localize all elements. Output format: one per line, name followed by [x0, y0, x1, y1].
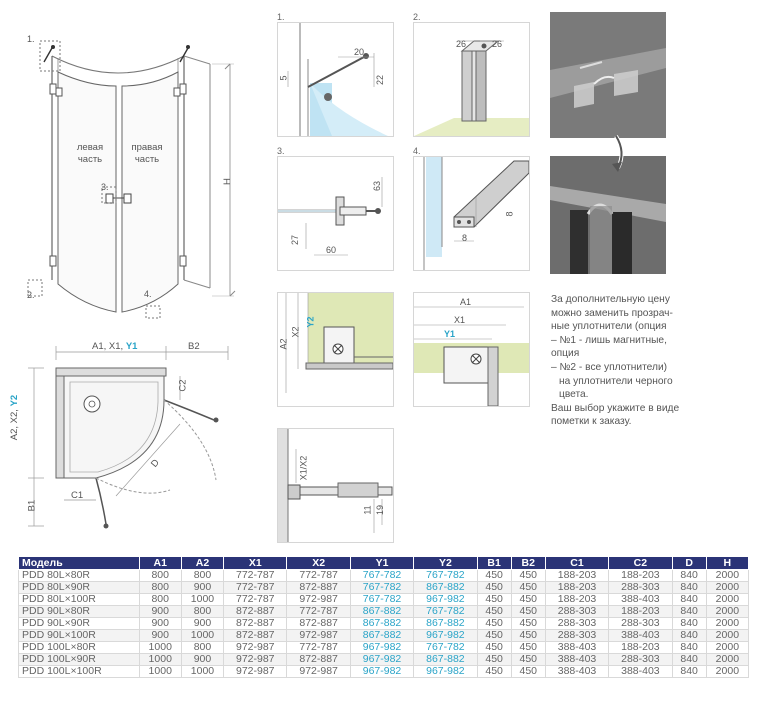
table-cell: PDD 90L×80R [19, 606, 140, 618]
column-header: X2 [287, 557, 350, 570]
table-cell: 388-403 [545, 642, 608, 654]
table-cell: 972-987 [287, 666, 350, 678]
table-cell: 967-982 [350, 642, 413, 654]
table-row [19, 642, 749, 654]
table-cell: 1000 [139, 654, 181, 666]
detail-7-dim-11: 11 [362, 505, 373, 515]
detail-panel-2 [413, 22, 530, 137]
table-cell: 450 [511, 666, 545, 678]
table-cell: 1000 [139, 642, 181, 654]
table-cell: 188-203 [545, 594, 608, 606]
detail-panel-7 [277, 428, 394, 543]
detail-5-dim-x2: X2 [290, 326, 301, 338]
detail-1-dim-20: 20 [354, 47, 365, 57]
detail-2-dim-26a: 26 [456, 39, 467, 49]
detail-2-number: 2. [413, 12, 421, 22]
table-cell: 767-782 [414, 606, 477, 618]
cabin-front-view [20, 30, 252, 322]
table-header-row [19, 557, 749, 570]
column-header: Y2 [414, 557, 477, 570]
table-cell: 2000 [706, 642, 748, 654]
table-cell: 288-303 [609, 618, 672, 630]
table-cell: 450 [477, 606, 511, 618]
column-header: B1 [477, 557, 511, 570]
table-cell: 840 [672, 582, 706, 594]
arrow-down-curved-icon [606, 134, 630, 174]
left-part-label-line2: часть [77, 154, 103, 165]
table-cell: 2000 [706, 582, 748, 594]
column-header: A1 [139, 557, 181, 570]
table-cell: 972-987 [287, 594, 350, 606]
plan-top-dim-y: Y1 [125, 341, 138, 352]
table-cell: 1000 [181, 594, 223, 606]
table-cell: 450 [477, 582, 511, 594]
detail-4-dim-8a: 8 [504, 211, 515, 217]
table-cell: 867-882 [414, 654, 477, 666]
table-cell: 772-787 [287, 642, 350, 654]
plan-left-dim-label [9, 395, 20, 440]
table-cell: 900 [139, 606, 181, 618]
table-cell: 800 [181, 606, 223, 618]
table-cell: 972-987 [224, 666, 287, 678]
plan-top-dim-label [92, 341, 137, 352]
table-row [19, 594, 749, 606]
table-row [19, 654, 749, 666]
table-cell: 872-887 [287, 618, 350, 630]
detail-3-number: 3. [277, 146, 285, 156]
table-cell: 388-403 [609, 630, 672, 642]
plan-b1-label: B1 [26, 499, 38, 512]
table-cell: 288-303 [609, 654, 672, 666]
column-header: H [706, 557, 748, 570]
table-cell: 450 [511, 606, 545, 618]
table-cell: 288-303 [545, 606, 608, 618]
table-cell: PDD 80L×80R [19, 570, 140, 582]
table-cell: 967-982 [414, 630, 477, 642]
table-cell: 2000 [706, 666, 748, 678]
table-cell: 872-887 [224, 606, 287, 618]
cabin-callout-2: 2. [27, 290, 35, 300]
column-header: Y1 [350, 557, 413, 570]
right-part-label [125, 142, 169, 166]
left-part-label [72, 142, 108, 166]
detail-3-dim-60: 60 [326, 245, 337, 255]
table-cell: 967-982 [350, 654, 413, 666]
table-row [19, 630, 749, 642]
table-cell: 2000 [706, 570, 748, 582]
table-cell: 800 [139, 594, 181, 606]
detail-panel-5 [277, 292, 394, 407]
table-cell: 840 [672, 606, 706, 618]
table-cell: 188-203 [609, 570, 672, 582]
column-header: B2 [511, 557, 545, 570]
note-line: За дополнительную цену [551, 294, 670, 305]
table-row [19, 618, 749, 630]
note-line: опция [551, 348, 580, 360]
cabin-callout-1: 1. [27, 34, 35, 44]
table-cell: 840 [672, 630, 706, 642]
table-cell: 388-403 [545, 654, 608, 666]
table-cell: PDD 100L×100R [19, 666, 140, 678]
table-cell: 872-887 [287, 582, 350, 594]
detail-1-number: 1. [277, 12, 285, 22]
table-cell: 450 [511, 642, 545, 654]
table-cell: 872-887 [224, 618, 287, 630]
note-line: цвета. [559, 389, 589, 401]
table-cell: 972-987 [224, 642, 287, 654]
table-cell: 840 [672, 618, 706, 630]
table-cell: 450 [511, 618, 545, 630]
table-cell: 450 [477, 642, 511, 654]
table-cell: 867-882 [414, 582, 477, 594]
detail-panel-4 [413, 156, 530, 271]
table-row [19, 606, 749, 618]
table-cell: 867-882 [350, 606, 413, 618]
table-cell: 450 [477, 654, 511, 666]
seal-option-note [551, 293, 751, 429]
detail-4-number: 4. [413, 146, 421, 156]
table-cell: PDD 90L×100R [19, 630, 140, 642]
table-cell: 900 [139, 630, 181, 642]
table-cell: 450 [511, 654, 545, 666]
table-cell: 800 [139, 582, 181, 594]
table-row [19, 666, 749, 678]
table-cell: PDD 100L×90R [19, 654, 140, 666]
detail-2-dim-26b: 26 [492, 39, 503, 49]
detail-7-dim-19: 19 [375, 504, 386, 516]
table-cell: 2000 [706, 594, 748, 606]
table-cell: 388-403 [609, 666, 672, 678]
table-cell: 288-303 [545, 630, 608, 642]
table-cell: 872-887 [224, 630, 287, 642]
note-line: на уплотнители черного [559, 375, 673, 387]
table-cell: 967-982 [350, 666, 413, 678]
detail-6-dim-x1: X1 [454, 315, 466, 325]
table-cell: 450 [477, 666, 511, 678]
table-cell: 800 [181, 570, 223, 582]
table-cell: 772-787 [224, 594, 287, 606]
table-cell: 450 [511, 582, 545, 594]
plan-left-dim-y: Y2 [9, 394, 21, 407]
note-line: ные уплотнители (опция [551, 321, 667, 333]
detail-7-dim-x1x2: X1/X2 [298, 455, 309, 481]
table-cell: 767-782 [350, 582, 413, 594]
plan-c2-label: C2 [177, 379, 189, 392]
table-cell: 1000 [181, 666, 223, 678]
detail-panel-1 [277, 22, 394, 137]
column-header: A2 [181, 557, 223, 570]
table-cell: 450 [511, 594, 545, 606]
detail-panel-6 [413, 292, 530, 407]
table-cell: 450 [477, 630, 511, 642]
table-cell: 188-203 [609, 642, 672, 654]
table-cell: 450 [477, 570, 511, 582]
table-cell: 188-203 [545, 582, 608, 594]
table-cell: 767-782 [350, 594, 413, 606]
note-line: – №2 - все уплотнители) [551, 361, 668, 373]
table-cell: 900 [139, 618, 181, 630]
column-header: C2 [609, 557, 672, 570]
detail-panel-3 [277, 156, 394, 271]
table-cell: 900 [181, 618, 223, 630]
column-header: C1 [545, 557, 608, 570]
detail-4-dim-8b: 8 [462, 233, 468, 243]
detail-5-dim-a2: A2 [278, 338, 289, 350]
detail-1-dim-22: 22 [375, 74, 386, 86]
detail-5-dim-y2: Y2 [305, 316, 316, 328]
detail-6-dim-a1: A1 [460, 297, 472, 307]
table-cell: PDD 80L×90R [19, 582, 140, 594]
table-cell: 872-887 [287, 654, 350, 666]
table-cell: 2000 [706, 618, 748, 630]
table-cell: PDD 100L×80R [19, 642, 140, 654]
cabin-callout-3: 3. [101, 182, 109, 192]
table-cell: 450 [511, 630, 545, 642]
table-cell: 867-882 [350, 618, 413, 630]
table-cell: 840 [672, 570, 706, 582]
note-line: можно заменить прозрач- [551, 307, 673, 319]
table-cell: 1000 [181, 630, 223, 642]
table-row [19, 582, 749, 594]
table-cell: 967-982 [414, 594, 477, 606]
table-cell: 772-787 [224, 570, 287, 582]
note-line: – №1 - лишь магнитные, [551, 334, 667, 346]
table-cell: 840 [672, 594, 706, 606]
table-cell: PDD 80L×100R [19, 594, 140, 606]
table-cell: 188-203 [545, 570, 608, 582]
table-cell: 967-982 [414, 666, 477, 678]
note-line: пометки к заказу. [551, 416, 632, 428]
plan-b2-label: B2 [188, 341, 200, 352]
table-cell: 388-403 [545, 666, 608, 678]
table-cell: 972-987 [224, 654, 287, 666]
table-cell: 450 [511, 570, 545, 582]
table-cell: 772-787 [224, 582, 287, 594]
table-cell: 840 [672, 642, 706, 654]
table-cell: 772-787 [287, 570, 350, 582]
plan-d-label: D [149, 457, 162, 470]
cabin-callout-4: 4. [144, 289, 152, 299]
plan-left-dim: A2, X2, [9, 409, 21, 441]
table-cell: 2000 [706, 606, 748, 618]
table-cell: 900 [181, 654, 223, 666]
table-cell: 767-782 [414, 642, 477, 654]
table-cell: 288-303 [609, 582, 672, 594]
plan-top-dim: A1, X1, [92, 341, 124, 352]
column-header: X1 [224, 557, 287, 570]
dimensions-table [18, 556, 749, 678]
table-cell: 840 [672, 654, 706, 666]
table-cell: 1000 [139, 666, 181, 678]
detail-3-dim-63: 63 [372, 180, 383, 192]
table-cell: 450 [477, 618, 511, 630]
column-header: Модель [19, 557, 140, 570]
detail-6-dim-y1: Y1 [444, 329, 456, 339]
table-cell: 900 [181, 582, 223, 594]
table-cell: 800 [139, 570, 181, 582]
note-line: Ваш выбор укажите в виде [551, 402, 680, 414]
table-cell: 867-882 [350, 630, 413, 642]
column-header: D [672, 557, 706, 570]
seal-photo-top [550, 12, 666, 138]
table-cell: 840 [672, 666, 706, 678]
plan-c1-label: C1 [71, 490, 84, 501]
table-cell: 2000 [706, 654, 748, 666]
table-cell: 188-203 [609, 606, 672, 618]
detail-1-dim-5: 5 [278, 75, 289, 81]
right-part-label-line2: часть [134, 154, 160, 165]
left-part-label-line1: левая [76, 142, 104, 153]
right-part-label-line1: правая [131, 142, 163, 153]
table-cell: 2000 [706, 630, 748, 642]
table-cell: 450 [477, 594, 511, 606]
table-cell: 867-882 [414, 618, 477, 630]
plan-view [20, 340, 252, 540]
table-cell: 767-782 [350, 570, 413, 582]
table-row [19, 570, 749, 582]
table-cell: 800 [181, 642, 223, 654]
table-cell: PDD 90L×90R [19, 618, 140, 630]
table-cell: 288-303 [545, 618, 608, 630]
detail-3-dim-27: 27 [290, 234, 301, 246]
height-label: H [221, 178, 233, 185]
table-cell: 388-403 [609, 594, 672, 606]
table-cell: 772-787 [287, 606, 350, 618]
table-cell: 972-987 [287, 630, 350, 642]
table-cell: 767-782 [414, 570, 477, 582]
